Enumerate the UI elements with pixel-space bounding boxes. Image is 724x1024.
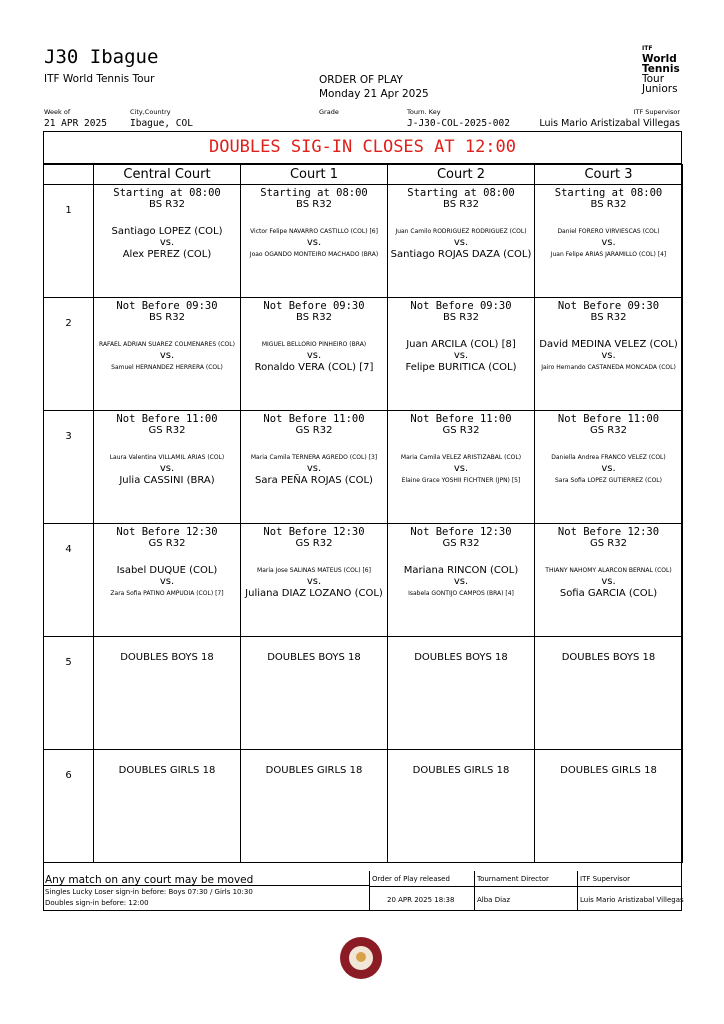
match-cell (388, 750, 535, 863)
match-time: Starting at 08:00 (113, 187, 221, 199)
tour-name: ITF World Tennis Tour (44, 73, 155, 85)
player-one: David MEDINA VELEZ (COL) (539, 339, 678, 350)
match-cell (388, 524, 535, 637)
match-cell (94, 637, 241, 750)
player-two: Joao OGANDO MONTEIRO MACHADO (BRA) (249, 251, 379, 258)
logo-juniors: Juniors (642, 83, 678, 95)
doubles-signin-banner: DOUBLES SIG-IN CLOSES AT 12:00 (43, 131, 682, 164)
week-value: 21 APR 2025 (44, 118, 107, 129)
city-value: Ibague, COL (130, 118, 193, 129)
versus-label: vs. (601, 350, 616, 361)
player-one: Santiago LOPEZ (COL) (111, 226, 223, 237)
match-cell (388, 185, 535, 298)
match-time: Not Before 11:00 (263, 413, 365, 425)
itf-supervisor-label: ITF Supervisor (633, 108, 680, 116)
player-one: Maria Jose SALINAS MATEUS (COL) [6] (257, 567, 371, 574)
spacer (94, 323, 240, 338)
match-event: GS R32 (442, 425, 480, 436)
player-two: Santiago ROJAS DAZA (COL) (390, 249, 532, 260)
tennis-ball-icon (356, 952, 366, 962)
versus-label: vs. (601, 463, 616, 474)
player-two: Julia CASSINI (BRA) (119, 475, 215, 486)
spacer (535, 210, 682, 225)
spacer (535, 549, 682, 564)
match-cell (94, 411, 241, 524)
versus-label: vs. (159, 237, 175, 248)
match-event: BS R32 (443, 312, 479, 323)
player-two: Juan Felipe ARIAS JARAMILLO (COL) [4] (550, 251, 667, 258)
schedule-row (44, 637, 683, 750)
match-event: GS R32 (442, 538, 480, 549)
player-two: Isabela GONTIJO CAMPOS (BRA) [4] (408, 590, 514, 597)
tournament-title: J30 Ibague (44, 46, 159, 68)
match-cell (535, 298, 683, 411)
player-one: THIANY NAHOMY ALARCON BERNAL (COL) (545, 567, 672, 574)
match-event: GS R32 (148, 538, 186, 549)
player-one: Daniella Andrea FRANCO VELEZ (COL) (551, 454, 666, 461)
versus-label: vs. (453, 463, 469, 474)
match-time: Starting at 08:00 (407, 187, 515, 199)
itf-world-tennis-tour-juniors-logo (642, 44, 694, 94)
player-two: Samuel HERNANDEZ HERRERA (COL) (111, 364, 223, 371)
spacer (94, 210, 240, 225)
match-order-number: 4 (44, 524, 94, 637)
player-two: Elaine Grace YOSHII FICHTNER (JPN) [5] (401, 477, 521, 484)
schedule-row (44, 750, 683, 863)
match-time: Not Before 11:00 (410, 413, 512, 425)
match-cell (388, 411, 535, 524)
player-one: Mariana RINCON (COL) (403, 565, 519, 576)
spacer (241, 436, 387, 451)
match-cell (94, 298, 241, 411)
match-order-number: 6 (44, 750, 94, 863)
match-cell (535, 750, 683, 863)
spacer (388, 436, 534, 451)
director-value: Alba Diaz (477, 896, 510, 904)
spacer (241, 210, 387, 225)
match-time: Starting at 08:00 (260, 187, 368, 199)
release-label: Order of Play released (372, 875, 450, 883)
match-cell (241, 524, 388, 637)
footer-divider (369, 886, 682, 887)
player-two: Zara Sofia PATINO AMPUDIA (COL) [7] (110, 590, 224, 597)
footer-supervisor-value: Luis Mario Aristizabal Villegas (580, 896, 684, 904)
player-one: Juan Camilo RODRIGUEZ RODRIGUEZ (COL) (395, 228, 527, 235)
footer-divider (369, 871, 370, 911)
match-cell (94, 185, 241, 298)
player-one: Isabel DUQUE (COL) (116, 565, 218, 576)
schedule-row (44, 185, 683, 298)
match-cell (241, 411, 388, 524)
match-cell (241, 750, 388, 863)
footer-divider (43, 885, 370, 886)
match-cell (388, 298, 535, 411)
match-cell (241, 637, 388, 750)
doubles-division-label: DOUBLES GIRLS 18 (118, 765, 216, 776)
match-event: GS R32 (590, 425, 627, 436)
spacer (388, 323, 534, 338)
doubles-division-label: DOUBLES BOYS 18 (561, 652, 656, 663)
player-one: MIGUEL BELLORIO PINHEIRO (BRA) (261, 341, 367, 348)
order-of-play-heading (319, 73, 429, 101)
spacer (241, 549, 387, 564)
player-two: Felipe BURITICA (COL) (405, 362, 517, 373)
versus-label: vs. (453, 576, 469, 587)
match-cell (388, 637, 535, 750)
player-two: Sara PEÑA ROJAS (COL) (255, 475, 373, 486)
match-event: BS R32 (296, 199, 332, 210)
spacer (94, 549, 240, 564)
order-of-play-label: ORDER OF PLAY (319, 74, 403, 86)
match-time: Not Before 09:30 (263, 300, 365, 312)
versus-label: vs. (306, 237, 322, 248)
city-label: City,Country (130, 108, 171, 116)
schedule-row (44, 298, 683, 411)
match-time: Starting at 08:00 (554, 187, 663, 199)
versus-label: vs. (306, 463, 322, 474)
logo-tour: Tour (642, 73, 665, 85)
versus-label: vs. (306, 350, 322, 361)
schedule-row (44, 524, 683, 637)
match-time: Not Before 09:30 (410, 300, 512, 312)
match-event: GS R32 (590, 538, 627, 549)
tournament-key-value: J-J30-COL-2025-002 (407, 118, 510, 129)
player-one: Juan ARCILA (COL) [8] (406, 339, 516, 350)
match-time: Not Before 11:00 (557, 413, 660, 425)
player-two: Jairo Hernando CASTANEDA MONCADA (COL) (541, 364, 676, 371)
versus-label: vs. (453, 350, 469, 361)
court-header: Court 3 (535, 165, 683, 185)
player-one: Maria Camila TERNERA AGREDO (COL) [3] (250, 454, 378, 461)
versus-label: vs. (453, 237, 469, 248)
match-event: BS R32 (590, 312, 627, 323)
release-value: 20 APR 2025 18:38 (387, 896, 455, 904)
doubles-signin: Doubles sign-in before: 12:00 (45, 899, 149, 907)
versus-label: vs. (306, 576, 322, 587)
order-of-play-table (43, 164, 683, 863)
match-event: GS R32 (295, 425, 333, 436)
match-cell (241, 298, 388, 411)
player-one: Daniel FORERO VIRVIESCAS (COL) (557, 228, 660, 235)
versus-label: vs. (159, 350, 175, 361)
logo-itf: ITF (642, 45, 653, 52)
spacer (94, 436, 240, 451)
court-header-row (44, 165, 683, 185)
lucky-loser-signin: Singles Lucky Loser sign-in before: Boys 07:30 / Girls 10:30 (45, 888, 253, 896)
spacer (535, 323, 682, 338)
player-one: RAFAEL ADRIAN SUAREZ COLMENARES (COL) (99, 341, 235, 348)
player-two: Juliana DIAZ LOZANO (COL) (245, 588, 383, 599)
match-cell (241, 185, 388, 298)
logo-tennis: Tennis (642, 63, 680, 75)
itf-supervisor-value: Luis Mario Aristizabal Villegas (539, 118, 680, 129)
footer-divider (577, 871, 578, 911)
match-cell (94, 750, 241, 863)
footer-divider (474, 871, 475, 911)
spacer (388, 210, 534, 225)
match-event: GS R32 (295, 538, 333, 549)
spacer (241, 323, 387, 338)
player-two: Sofia GARCIA (COL) (559, 588, 658, 599)
match-time: Not Before 09:30 (557, 300, 660, 312)
versus-label: vs. (159, 576, 175, 587)
player-two: Sara Sofia LOPEZ GUTIERREZ (COL) (554, 477, 662, 484)
player-two: Alex PEREZ (COL) (122, 249, 212, 260)
player-one: Maria Camila VELEZ ARISTIZABAL (COL) (400, 454, 522, 461)
match-event: BS R32 (149, 312, 185, 323)
row-number-header (44, 165, 94, 185)
spacer (388, 549, 534, 564)
match-cell (535, 637, 683, 750)
doubles-division-label: DOUBLES GIRLS 18 (265, 765, 363, 776)
court-header: Court 2 (388, 165, 535, 185)
match-time: Not Before 12:30 (116, 526, 218, 538)
match-time: Not Before 12:30 (410, 526, 512, 538)
match-event: BS R32 (296, 312, 332, 323)
player-two: Ronaldo VERA (COL) [7] (254, 362, 374, 373)
doubles-division-label: DOUBLES GIRLS 18 (560, 765, 657, 776)
doubles-division-label: DOUBLES GIRLS 18 (412, 765, 510, 776)
match-time: Not Before 12:30 (263, 526, 365, 538)
grade-label: Grade (319, 108, 339, 116)
match-time: Not Before 11:00 (116, 413, 218, 425)
court-header: Court 1 (241, 165, 388, 185)
match-cell (535, 411, 683, 524)
doubles-division-label: DOUBLES BOYS 18 (120, 652, 214, 663)
match-event: BS R32 (443, 199, 479, 210)
match-cell (535, 524, 683, 637)
week-label: Week of (44, 108, 71, 116)
play-date: Monday 21 Apr 2025 (319, 88, 429, 100)
doubles-division-label: DOUBLES BOYS 18 (267, 652, 361, 663)
match-time: Not Before 12:30 (557, 526, 660, 538)
match-cell (535, 185, 683, 298)
versus-label: vs. (601, 576, 616, 587)
versus-label: vs. (159, 463, 175, 474)
match-event: BS R32 (590, 199, 627, 210)
match-order-number: 3 (44, 411, 94, 524)
player-one: Victor Felipe NAVARRO CASTILLO (COL) [6] (250, 228, 378, 235)
footer-supervisor-label: ITF Supervisor (580, 875, 630, 883)
tournament-key-label: Tourn. Key (407, 108, 441, 116)
spacer (535, 436, 682, 451)
court-change-note: Any match on any court may be moved (45, 874, 254, 886)
liga-de-tenis-del-tolima-seal-icon (340, 937, 382, 979)
court-header: Central Court (94, 165, 241, 185)
director-label: Tournament Director (477, 875, 549, 883)
match-order-number: 5 (44, 637, 94, 750)
match-time: Not Before 09:30 (116, 300, 218, 312)
match-cell (94, 524, 241, 637)
match-order-number: 1 (44, 185, 94, 298)
logo-world: World (642, 53, 677, 65)
match-order-number: 2 (44, 298, 94, 411)
doubles-division-label: DOUBLES BOYS 18 (414, 652, 508, 663)
match-event: GS R32 (148, 425, 186, 436)
schedule-row (44, 411, 683, 524)
player-one: Laura Valentina VILLAMIL ARIAS (COL) (109, 454, 225, 461)
match-event: BS R32 (149, 199, 185, 210)
versus-label: vs. (601, 237, 616, 248)
